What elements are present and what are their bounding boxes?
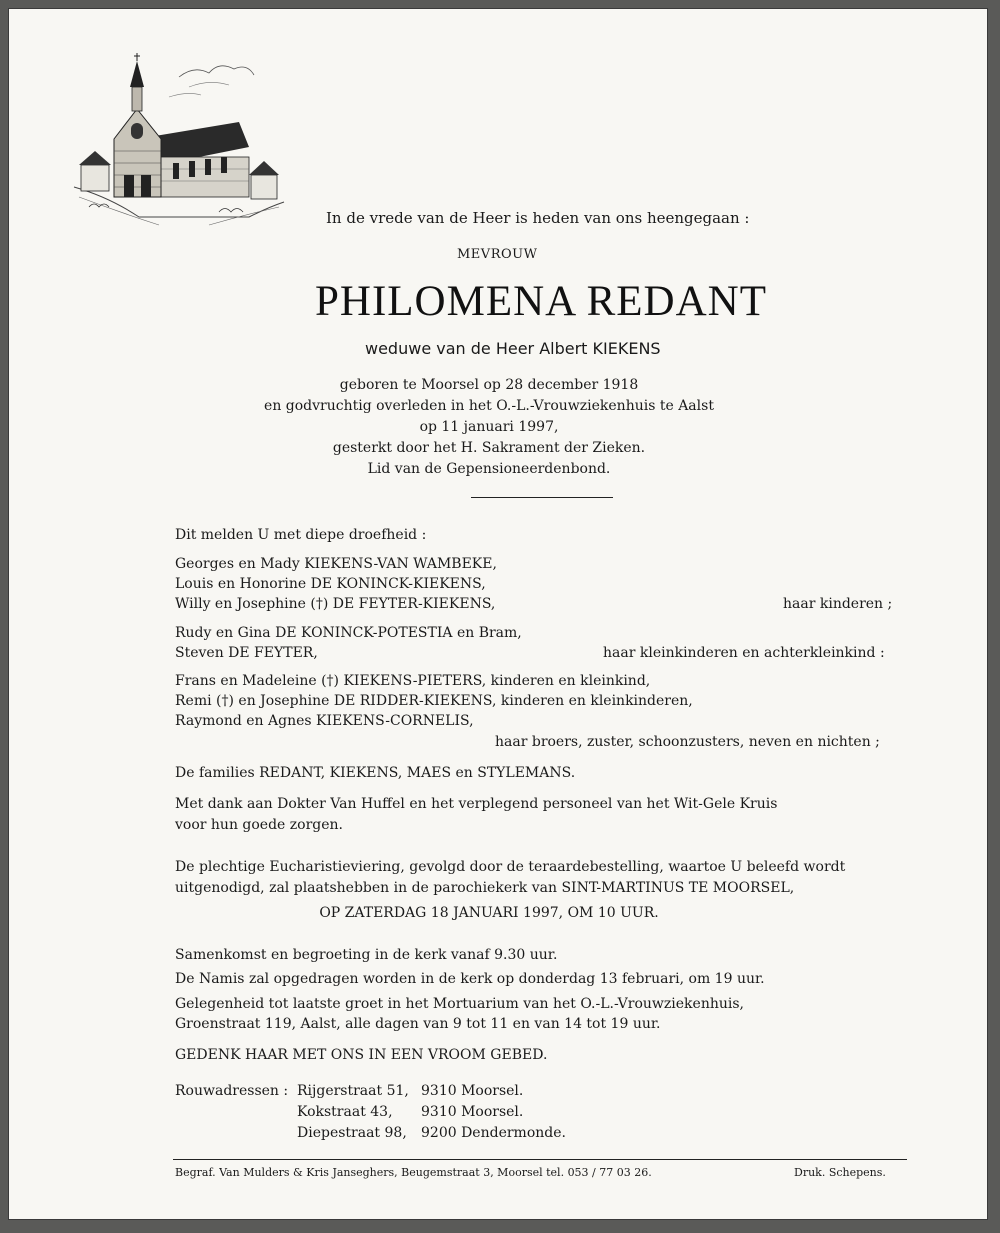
sibling-line: Remi (†) en Josephine DE RIDDER-KIEKENS, kinderen en kleinkinderen, [175, 693, 693, 709]
sibling-line: Raymond en Agnes KIEKENS-CORNELIS, [175, 713, 474, 729]
child-line: Louis en Honorine DE KONINCK-KIEKENS, [175, 576, 486, 592]
footer-rule [173, 1159, 907, 1160]
address-city: 9310 Moorsel. [421, 1104, 524, 1120]
prayer-line: GEDENK HAAR MET ONS IN EEN VROOM GEBED. [175, 1047, 548, 1063]
thanks-line-1: Met dank aan Dokter Van Huffel en het verplegend personeel van het Wit-Gele Kruis [175, 796, 778, 812]
info-line: Groenstraat 119, Aalst, alle dagen van 9 tot 11 en van 14 tot 19 uur. [175, 1016, 661, 1032]
separator-rule [471, 497, 613, 498]
address-street: Diepestraat 98, [297, 1125, 407, 1141]
address-city: 9310 Moorsel. [421, 1083, 524, 1099]
ceremony-date: OP ZATERDAG 18 JANUARI 1997, OM 10 UUR. [319, 905, 659, 921]
printer-line: Druk. Schepens. [794, 1166, 886, 1179]
ceremony-line-1: De plechtige Eucharistieviering, gevolgd door de teraardebestelling, waartoe U beleefd wordt [175, 859, 846, 875]
families-line: De families REDANT, KIEKENS, MAES en STYLEMANS. [175, 765, 576, 781]
grandchild-line: Steven DE FEYTER, [175, 645, 318, 661]
children-role: haar kinderen ; [783, 596, 893, 612]
address-street: Rijgerstraat 51, [297, 1083, 409, 1099]
grandchildren-role: haar kleinkinderen en achterkleinkind : [603, 645, 885, 661]
siblings-role: haar broers, zuster, schoonzusters, neven en nichten ; [495, 734, 880, 750]
undertaker-line: Begraf. Van Mulders & Kris Janseghers, Beugemstraat 3, Moorsel tel. 053 / 77 03 26. [175, 1166, 652, 1179]
ceremony-line-2: uitgenodigd, zal plaatshebben in de parochiekerk van SINT-MARTINUS TE MOORSEL, [175, 880, 795, 896]
life-line-2: en godvruchtig overleden in het O.-L.-Vrouwziekenhuis te Aalst [264, 398, 714, 414]
address-street: Kokstraat 43, [297, 1104, 393, 1120]
child-line: Georges en Mady KIEKENS-VAN WAMBEKE, [175, 556, 497, 572]
info-line: De Namis zal opgedragen worden in de kerk op donderdag 13 februari, om 19 uur. [175, 971, 765, 987]
deceased-name: PHILOMENA REDANT [315, 278, 767, 325]
grandchild-line: Rudy en Gina DE KONINCK-POTESTIA en Bram, [175, 625, 522, 641]
address-city: 9200 Dendermonde. [421, 1125, 566, 1141]
life-line-5: Lid van de Gepensioneerdenbond. [367, 461, 611, 477]
info-line: Gelegenheid tot laatste groet in het Mortuarium van het O.-L.-Vrouwziekenhuis, [175, 996, 744, 1012]
addresses-label: Rouwadressen : [175, 1083, 289, 1099]
info-line: Samenkomst en begroeting in de kerk vanaf 9.30 uur. [175, 947, 558, 963]
honorific: MEVROUW [457, 247, 538, 262]
spouse-line: weduwe van de Heer Albert KIEKENS [365, 339, 661, 358]
church-illustration [69, 47, 289, 227]
life-line-3: op 11 januari 1997, [419, 419, 559, 435]
child-line: Willy en Josephine (†) DE FEYTER-KIEKENS, [175, 596, 496, 612]
intro-line: In de vrede van de Heer is heden van ons heengegaan : [326, 209, 750, 227]
life-line-1: geboren te Moorsel op 28 december 1918 [339, 377, 639, 393]
sibling-line: Frans en Madeleine (†) KIEKENS-PIETERS, kinderen en kleinkind, [175, 673, 651, 689]
thanks-line-2: voor hun goede zorgen. [175, 817, 343, 833]
life-line-4: gesterkt door het H. Sakrament der Zieken. [332, 440, 646, 456]
announce-line: Dit melden U met diepe droefheid : [175, 527, 427, 543]
memorial-card [8, 8, 988, 1220]
